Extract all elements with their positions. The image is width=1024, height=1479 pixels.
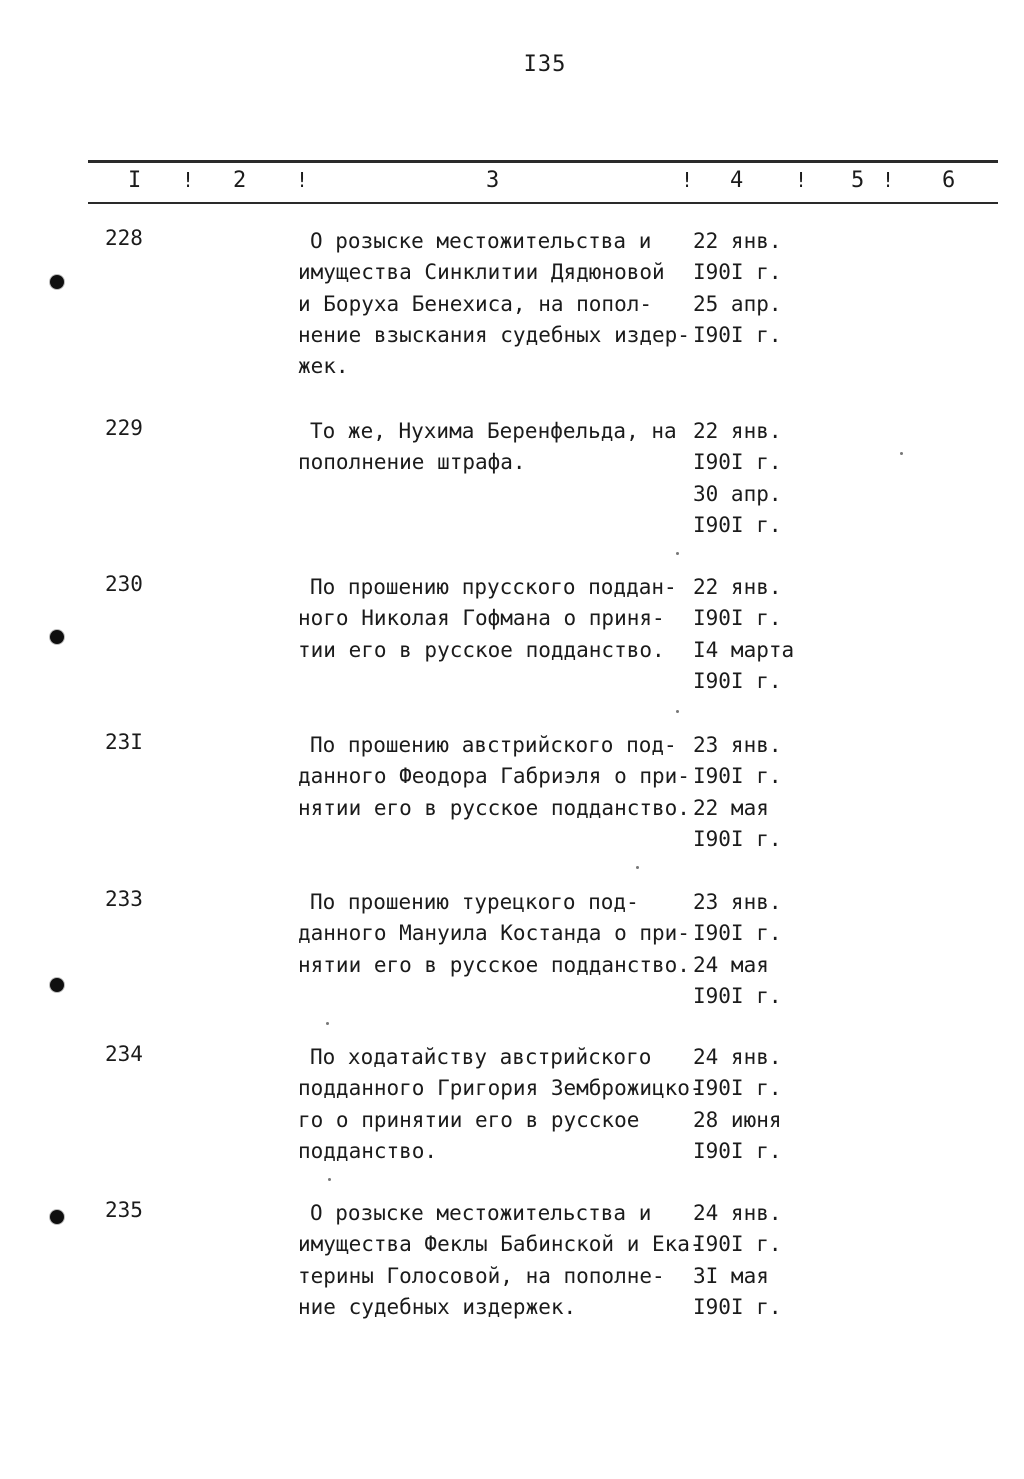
year-end: I90I г. (693, 322, 782, 347)
description-line: По прошению австрийского под- (310, 733, 677, 757)
description-line: По прошению турецкого под- (310, 890, 639, 914)
punch-hole-mark (50, 630, 64, 644)
table-top-rule (88, 160, 998, 163)
entry-description (298, 730, 693, 824)
description-line: нятии его в русское подданство. (298, 952, 690, 977)
entry-number: 235 (105, 1198, 143, 1222)
date-end: 3I мая (693, 1263, 769, 1288)
date-start: 23 янв. (693, 890, 782, 914)
punch-hole-mark (50, 1210, 64, 1224)
date-start: 23 янв. (693, 733, 782, 757)
description-line: терины Голосовой, на пополне- (298, 1263, 665, 1288)
column-separator: ! (882, 168, 895, 192)
punch-hole-mark (50, 978, 64, 992)
year-start: I90I г. (693, 260, 782, 285)
entry-number: 233 (105, 887, 143, 911)
entry-dates (693, 226, 813, 351)
entry-dates (693, 572, 813, 697)
date-start: 22 янв. (693, 229, 782, 253)
entry-description (298, 226, 693, 382)
date-start: 24 янв. (693, 1201, 782, 1225)
column-header-5: 5 (851, 168, 865, 193)
description-line: О розыске местожительства и (310, 1201, 652, 1225)
entry-description (298, 572, 693, 666)
scan-speck (326, 1022, 329, 1025)
description-line: То же, Нухима Беренфельда, на (310, 419, 677, 443)
description-line: подданство. (298, 1138, 438, 1163)
year-start: I90I г. (693, 1232, 782, 1257)
date-end: 30 апр. (693, 481, 782, 506)
column-header-1: I (128, 168, 142, 193)
scan-speck (676, 710, 679, 713)
description-line: ние судебных издержек. (298, 1294, 577, 1319)
year-end: I90I г. (693, 826, 782, 851)
year-start: I90I г. (693, 764, 782, 789)
column-header-2: 2 (233, 168, 247, 193)
scan-speck (676, 552, 679, 555)
date-end: I4 марта (693, 637, 795, 662)
description-line: По ходатайству австрийского (310, 1045, 652, 1069)
year-end: I90I г. (693, 983, 782, 1008)
date-start: 22 янв. (693, 419, 782, 443)
entry-dates (693, 1042, 813, 1167)
year-start: I90I г. (693, 1076, 782, 1101)
punch-hole-mark (50, 275, 64, 289)
page-number: I35 (523, 52, 567, 77)
description-line: данного Мануила Костанда о при- (298, 921, 690, 946)
entry-description (298, 416, 693, 479)
year-end: I90I г. (693, 668, 782, 693)
description-line: тии его в русское подданство. (298, 637, 665, 662)
description-line: нятии его в русское подданство. (298, 795, 690, 820)
entry-number: 23I (105, 730, 143, 754)
scan-speck (328, 1178, 331, 1181)
entry-description (298, 887, 693, 981)
entry-dates (693, 416, 813, 541)
date-end: 22 мая (693, 795, 769, 820)
description-line: подданного Григория Земброжицко- (298, 1076, 703, 1101)
entry-dates (693, 1198, 813, 1323)
column-separator: ! (182, 168, 195, 192)
entry-dates (693, 887, 813, 1012)
year-start: I90I г. (693, 450, 782, 475)
description-line: имущества Синклитии Дядюновой (298, 260, 665, 285)
year-start: I90I г. (693, 606, 782, 631)
entry-description (298, 1198, 703, 1323)
year-end: I90I г. (693, 512, 782, 537)
description-line: и Боруха Бенехиса, на попол- (298, 291, 653, 316)
entry-description (298, 1042, 703, 1167)
date-start: 24 янв. (693, 1045, 782, 1069)
description-line: жек. (298, 354, 349, 379)
column-separator: ! (795, 168, 808, 192)
date-end: 28 июня (693, 1107, 782, 1132)
description-line: О розыске местожительства и (310, 229, 652, 253)
entry-dates (693, 730, 813, 855)
entry-number: 229 (105, 416, 143, 440)
entry-number: 230 (105, 572, 143, 596)
year-end: I90I г. (693, 1294, 782, 1319)
description-line: нение взыскания судебных издер- (298, 322, 690, 347)
entry-number: 234 (105, 1042, 143, 1066)
table-header-rule (88, 202, 998, 204)
description-line: данного Феодора Габриэля о при- (298, 764, 690, 789)
year-end: I90I г. (693, 1138, 782, 1163)
column-separator: ! (681, 168, 694, 192)
column-separator: ! (296, 168, 309, 192)
description-line: го о принятии его в русское (298, 1107, 640, 1132)
column-header-6: 6 (942, 168, 956, 193)
scan-speck (636, 866, 639, 869)
description-line: По прошению прусского поддан- (310, 575, 677, 599)
date-end: 24 мая (693, 952, 769, 977)
description-line: пополнение штрафа. (298, 450, 526, 475)
column-header-3: 3 (486, 168, 500, 193)
entry-number: 228 (105, 226, 143, 250)
scan-speck (900, 452, 903, 455)
column-header-4: 4 (730, 168, 744, 193)
year-start: I90I г. (693, 921, 782, 946)
description-line: ного Николая Гофмана о приня- (298, 606, 665, 631)
date-end: 25 апр. (693, 291, 782, 316)
date-start: 22 янв. (693, 575, 782, 599)
description-line: имущества Феклы Бабинской и Ека- (298, 1232, 703, 1257)
